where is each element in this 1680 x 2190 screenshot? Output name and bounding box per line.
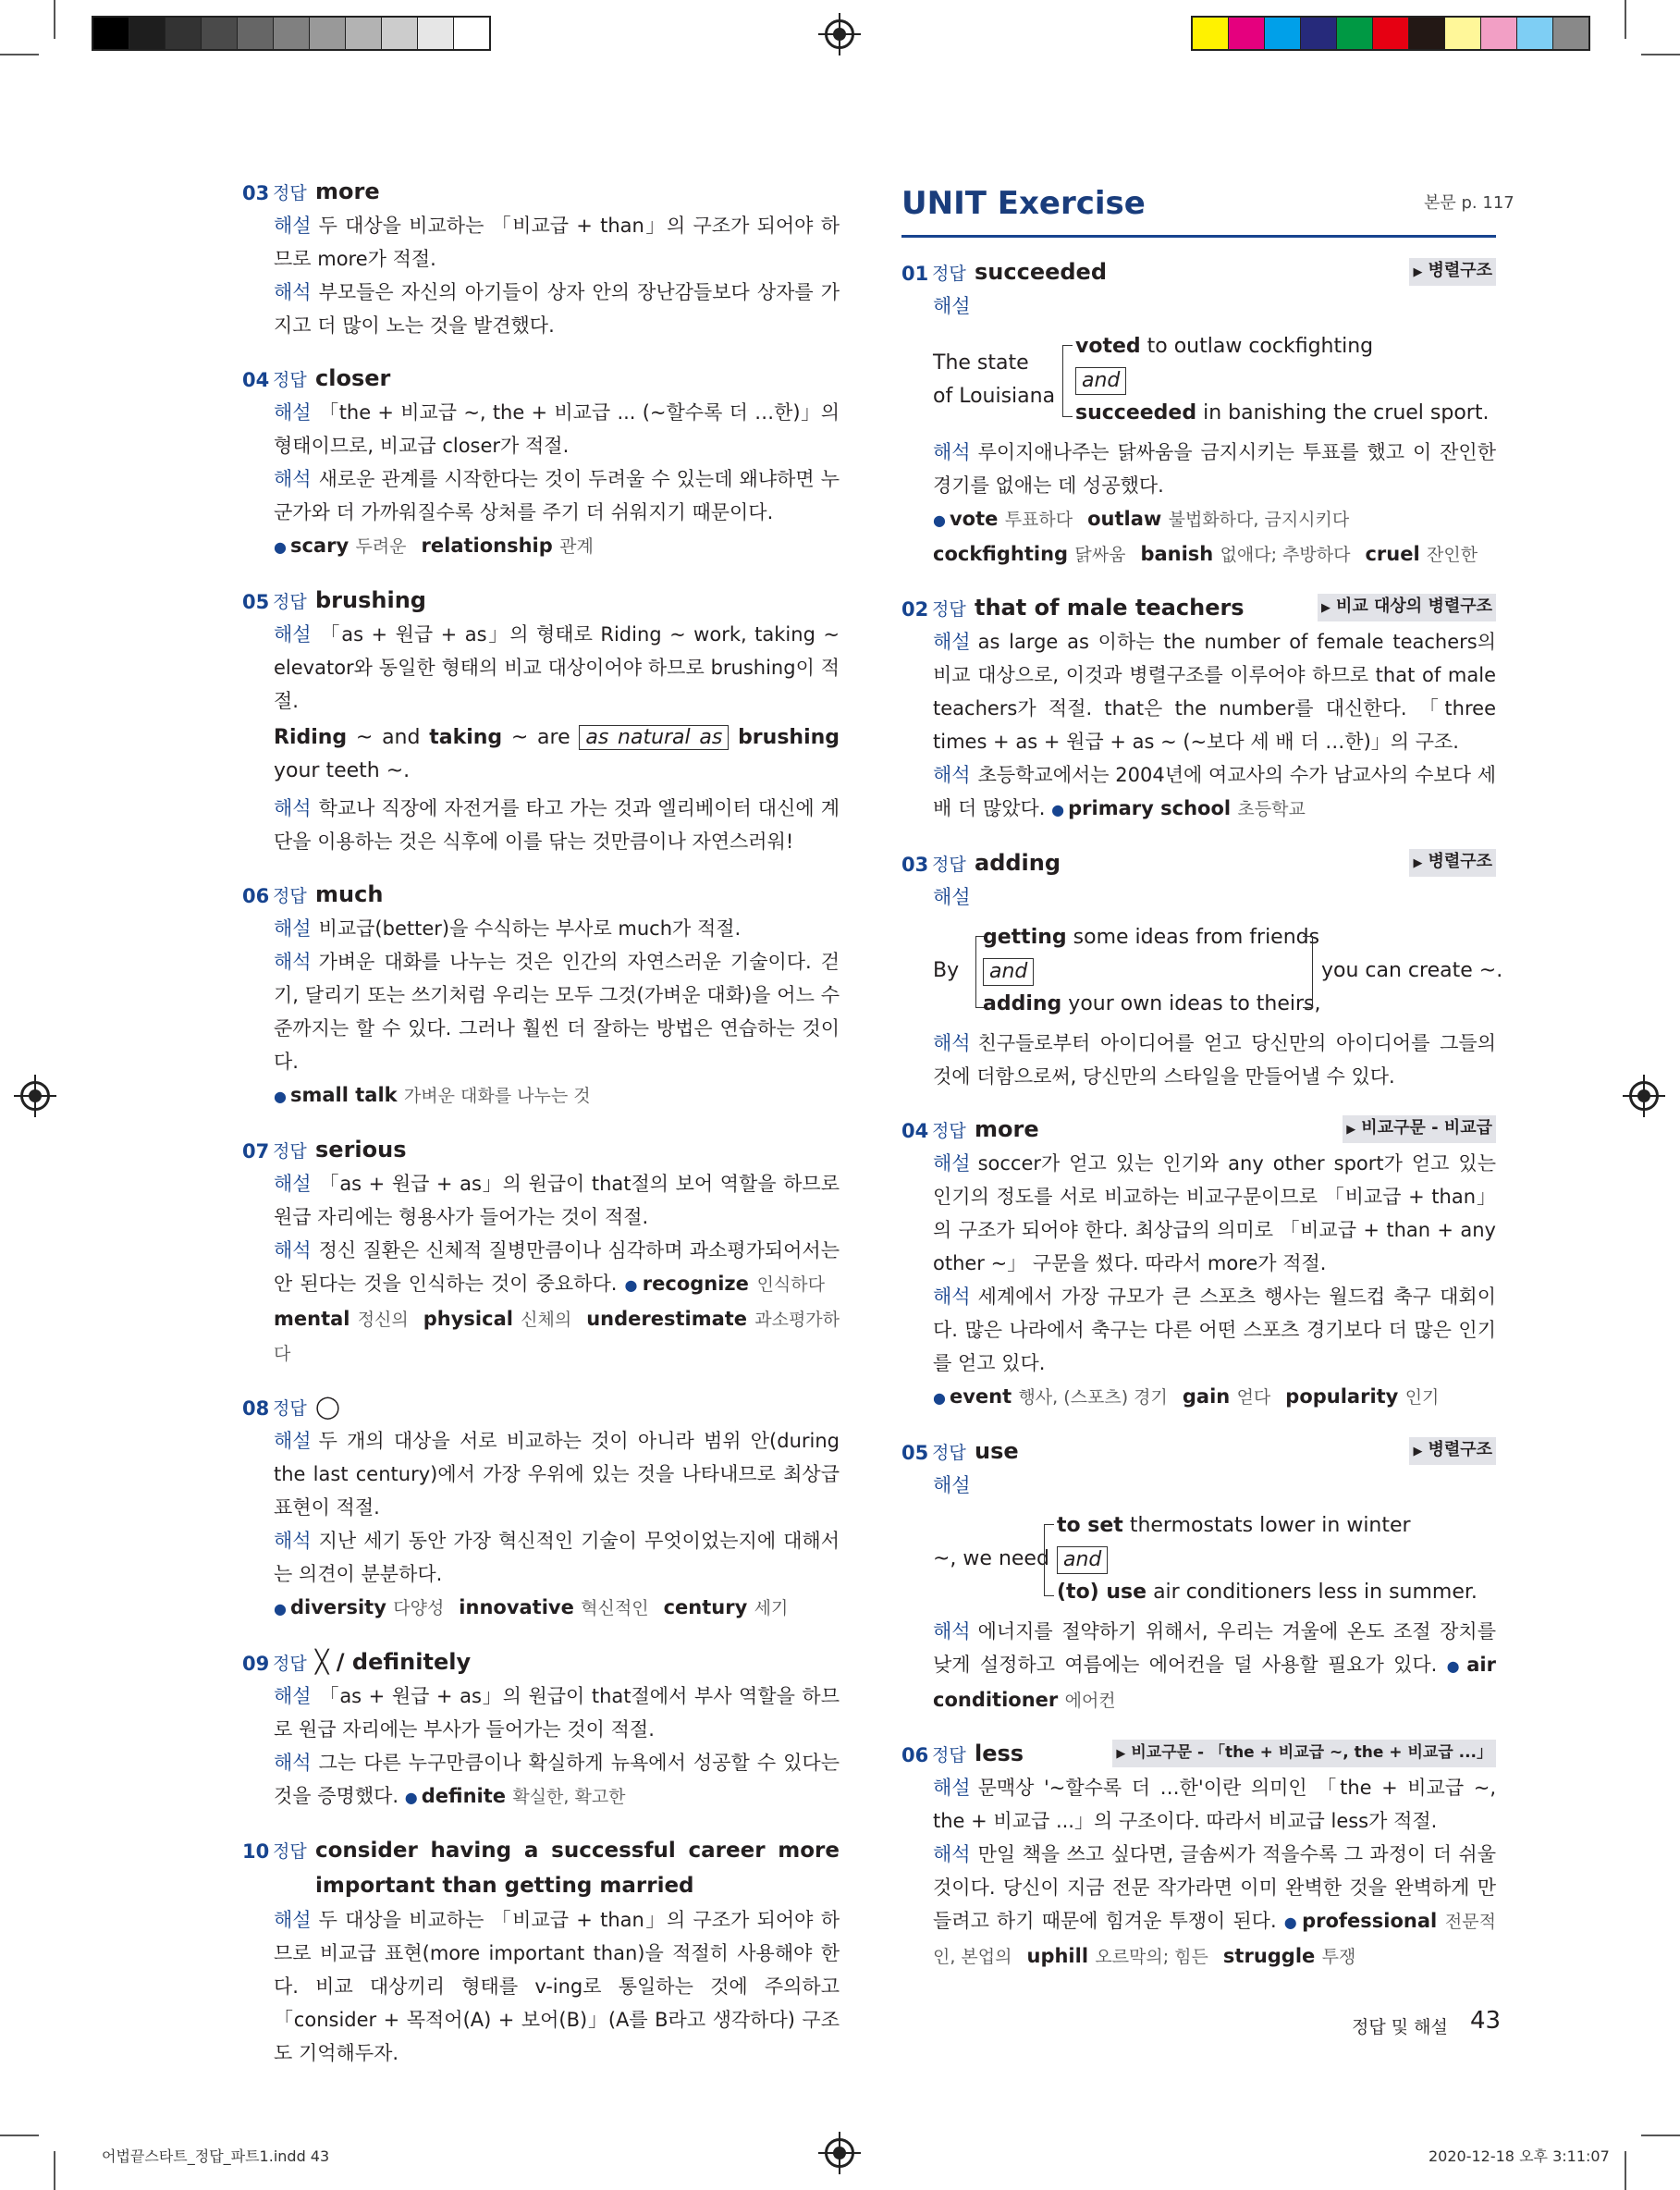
date-slug: 2020-12-18 오후 3:11:07 [1429, 2147, 1610, 2165]
color-swatch [1373, 18, 1409, 49]
vocab-meaning: 없애다; 추방하다 [1220, 545, 1351, 565]
vocab-word: uphill [1026, 1945, 1096, 1967]
vocab-meaning: 세기 [754, 1598, 789, 1618]
vocab-word: cockfighting [933, 543, 1075, 565]
item-number: 06 [901, 1744, 929, 1766]
vocab-meaning: 신체의 [521, 1310, 572, 1330]
vocab-word: diversity [289, 1596, 394, 1618]
translation: 해석 루이지애나주는 닭싸움을 금지시키는 투표를 했고 이 잔인한 경기를 없애는 데 성공했다. [933, 441, 1496, 497]
vocab-meaning: 투표하다 [1004, 510, 1073, 530]
answer-item-10 [242, 1833, 840, 2070]
item-header [901, 590, 1496, 625]
color-swatch [1265, 18, 1301, 49]
vocab-meaning: 닭싸움 [1074, 545, 1126, 565]
vocab-word: primary school [1068, 797, 1238, 819]
bullet-icon: ● [274, 538, 287, 556]
vocab-word: relationship [421, 535, 560, 557]
parallel-structure-diagram: ~, we need to set thermostats lower in winter and (to) use air conditioners less in summer. [933, 1514, 1478, 1604]
answer-text: closer [315, 365, 391, 391]
registration-mark-icon [825, 2138, 854, 2168]
crop-mark [1641, 2135, 1680, 2136]
explanation: 해설 비교급(better)을 수식하는 부사로 much가 적절. [274, 917, 742, 940]
bullet-icon: ● [933, 511, 946, 529]
vocab-meaning: 다양성 [393, 1598, 445, 1618]
item-number: 05 [242, 591, 270, 613]
vocab-word: definite [421, 1785, 513, 1807]
parallel-structure-diagram: The state of Louisiana voted to outlaw cockfighting and succeeded in banishing the cruel sport. [933, 335, 1490, 424]
bullet-icon: ● [1283, 1913, 1299, 1931]
vocab-word: recognize [642, 1273, 757, 1295]
vocab-meaning: 행사, (스포츠) 경기 [1018, 1387, 1168, 1408]
color-swatch [93, 18, 129, 49]
translation: 해석 지난 세기 동안 가장 혁신적인 기술이 무엇이었는지에 대해서는 의견이 분분하다. [274, 1530, 840, 1585]
structure-badge: ▶ 비교 대상의 병렬구조 [1318, 594, 1496, 621]
crop-mark [1641, 54, 1680, 55]
bullet-icon: ● [1446, 1657, 1464, 1675]
color-swatch [129, 18, 166, 49]
answer-tag: 정답 [273, 1398, 307, 1419]
process-color-bar [1191, 16, 1590, 51]
item-number: 03 [242, 182, 270, 204]
answer-tag: 정답 [273, 886, 307, 906]
item-header [901, 254, 1496, 289]
item-header [242, 1389, 840, 1424]
vocab-list [274, 529, 840, 564]
vocab-word: cruel [1365, 543, 1427, 565]
answer-tag: 정답 [273, 1141, 307, 1162]
vocab-meaning: 혁신적인 [581, 1598, 649, 1618]
exercise-item-05: 05 정답 use ▶ 병렬구조 해설 ~, we need to set thermostats lower in winter and (to) use air conditioners less in summer. 해석 에너지를 절약하기 위해서, 우리는 겨울에 온도 조절 장치를 낮게 설정하고 여름에는 에어컨을 덜 사용할 필요가 있다. ● air conditioner 에어컨 [901, 1433, 1496, 1717]
vocab-meaning: 불법화하다, 금지시키다 [1168, 510, 1350, 530]
color-swatch [166, 18, 202, 49]
item-number: 03 [901, 854, 929, 876]
crop-mark [1625, 2151, 1626, 2190]
color-swatch [418, 18, 454, 49]
answer-text: succeeded [975, 259, 1108, 285]
vocab-word: vote [949, 508, 1005, 530]
structure-badge: ▶ 병렬구조 [1409, 258, 1496, 286]
item-number: 04 [242, 369, 270, 391]
translation: 해석 에너지를 절약하기 위해서, 우리는 겨울에 온도 조절 장치를 낮게 설정하고 여름에는 에어컨을 덜 사용할 필요가 있다. ● air conditioner 에어컨 [933, 1620, 1496, 1711]
color-swatch [310, 18, 346, 49]
crop-mark [1625, 0, 1626, 39]
vocab-word: air conditioner [933, 1654, 1496, 1711]
answer-tag: 정답 [932, 599, 966, 620]
color-swatch [1229, 18, 1265, 49]
gray-color-bar [92, 16, 491, 51]
crop-mark [0, 54, 39, 55]
answer-item-06 [242, 877, 840, 1113]
page-number: 43 [1470, 2007, 1502, 2035]
translation: 해석 그는 다른 누구만큼이나 확실하게 뉴욕에서 성공할 수 있다는 것을 증명했다. ● definite 확실한, 확고한 [274, 1752, 840, 1807]
explanation: 해설 「as + 원급 + as」의 원급이 that절에서 부사 역할을 하므로 원급 자리에는 부사가 들어가는 것이 적절. [274, 1685, 840, 1741]
answer-item-04 [242, 361, 840, 564]
footer-label: 정답 및 해설 [1352, 2017, 1448, 2037]
bullet-icon: ● [933, 1389, 946, 1407]
color-swatch [1337, 18, 1373, 49]
exercise-item-01: 01 정답 succeeded ▶ 병렬구조 해설 The state of Louisiana voted to outlaw cockfighting and succeeded in banishing the cruel sport. 해석 루이지애나주는 닭싸움을 금지시키는 투표를 했고 이 잔인한 경기를 없애는 데 성공했다. ● vote 투표하다 outlaw 불법화하다, 금지시키다cockfighting 닭싸움 banish 없애다; 추방하다 cruel 잔인한 [901, 254, 1496, 572]
structure-badge: ▶ 병렬구조 [1409, 1437, 1496, 1465]
item-number: 08 [242, 1397, 270, 1420]
registration-mark-icon [20, 1081, 50, 1111]
exercise-item-06 [901, 1736, 1496, 1974]
color-swatch [1517, 18, 1553, 49]
crop-mark [0, 2135, 39, 2136]
answer-tag: 정답 [273, 370, 307, 390]
translation: 해석 초등학교에서는 2004년에 여교사의 수가 남교사의 수보다 세 배 더 많았다. ● primary school 초등학교 [933, 764, 1496, 819]
vocab-word: underestimate [586, 1308, 755, 1330]
vocab-list [274, 1591, 840, 1626]
vocab-meaning: 인기 [1404, 1387, 1440, 1408]
crop-mark [54, 0, 55, 39]
vocab-word: struggle [1222, 1945, 1322, 1967]
vocab-meaning: 전문적인, 본업의 [933, 1912, 1496, 1967]
answer-item-03 [242, 174, 840, 342]
color-swatch [1481, 18, 1517, 49]
vocab-meaning: 에어컨 [1064, 1691, 1116, 1711]
answer-item-08 [242, 1389, 840, 1626]
color-swatch [382, 18, 418, 49]
answer-text: ◯ [315, 1394, 340, 1420]
item-number: 05 [901, 1442, 929, 1464]
vocab-word: physical [423, 1308, 521, 1330]
item-number: 02 [901, 598, 929, 621]
answer-text: use [975, 1438, 1019, 1464]
answer-text: less [975, 1741, 1024, 1766]
color-swatch [454, 18, 489, 49]
vocab-word: professional [1302, 1910, 1445, 1932]
item-number: 06 [242, 885, 270, 907]
exercise-item-03: 03 정답 adding ▶ 병렬구조 해설 By getting some ideas from friends and adding your own ideas to theirs, you can create ~. 해석 친구들로부터 아이디어를 얻고 당신만의 아이디어를 그들의 것에 더함으로써, 당신만의 스타일을 만들어낼 수 있다. [901, 845, 1496, 1093]
answer-text: that of male teachers [975, 595, 1245, 621]
color-swatch [1445, 18, 1481, 49]
explanation: 해설 soccer가 얻고 있는 인기와 any other sport가 얻고 있는 인기의 정도를 서로 비교하는 비교구문이므로 「비교급 + than」의 구조가 되어야 한다. 최상급의 의미로 「비교급 + than + any other ~」 구문을 썼다. 따라서 more가 적절. [933, 1152, 1496, 1274]
color-swatch [1301, 18, 1337, 49]
translation: 해석 학교나 직장에 자전거를 타고 가는 것과 엘리베이터 대신에 계단을 이용하는 것은 식후에 이를 닦는 것만큼이나 자연스러워! [274, 797, 840, 853]
item-number: 10 [242, 1840, 270, 1863]
vocab-meaning: 오르막의; 힘든 [1095, 1947, 1208, 1967]
vocab-word: mental [274, 1308, 358, 1330]
boxed-phrase: as natural as [579, 725, 729, 750]
vocab-word: popularity [1285, 1385, 1405, 1408]
translation: 해석 세계에서 가장 규모가 큰 스포츠 행사는 월드컵 축구 대회이다. 많은 나라에서 축구는 다른 어떤 스포츠 경기보다 더 많은 인기를 얻고 있다. [933, 1286, 1496, 1374]
answer-text: more [975, 1116, 1039, 1142]
bullet-icon: ● [1051, 801, 1065, 818]
crop-mark [54, 2151, 55, 2190]
vocab-meaning: 가벼운 대화를 나누는 것 [403, 1086, 591, 1106]
color-swatch [274, 18, 310, 49]
vocab-meaning: 확실한, 확고한 [512, 1787, 626, 1807]
translation: 해석 새로운 관계를 시작한다는 것이 두려울 수 있는데 왜냐하면 누군가와 더 가까워질수록 상처를 주기 더 쉬워지기 때문이다. [274, 468, 840, 523]
bullet-icon: ● [624, 1276, 639, 1294]
vocab-meaning: 과소평가하다 [274, 1310, 840, 1364]
answer-text: consider having a successful career more important than getting married [315, 1839, 840, 1898]
answer-tag: 정답 [273, 183, 307, 203]
answer-tag: 정답 [932, 264, 966, 284]
item-number: 04 [901, 1120, 929, 1142]
answer-tag: 정답 [932, 1443, 966, 1463]
bullet-icon: ● [404, 1789, 418, 1806]
vocab-list [274, 1078, 840, 1113]
color-swatch [1409, 18, 1445, 49]
answer-tag: 정답 [932, 1121, 966, 1141]
registration-mark-icon [825, 19, 854, 49]
color-swatch [346, 18, 382, 49]
answer-item-09 [242, 1644, 840, 1815]
answer-text: much [315, 881, 384, 907]
item-number: 07 [242, 1140, 270, 1163]
unit-divider [901, 235, 1496, 238]
translation: 해석 가벼운 대화를 나누는 것은 인간의 자연스러운 기술이다. 걷기, 달리기 또는 쓰기처럼 우리는 모두 그것(가벼운 대화)을 어느 수준까지는 할 수 있다. 그러나 훨씬 더 잘하는 방법은 연습하는 것이다. [274, 951, 840, 1073]
left-column [242, 174, 840, 2088]
right-column [901, 254, 1503, 1992]
page-reference: 본문 p. 117 [1424, 193, 1514, 213]
answer-text: adding [975, 850, 1061, 876]
vocab-list [405, 1785, 641, 1807]
explanation: 해설 문맥상 '~할수록 더 …한'이란 의미인 「the + 비교급 ~, the + 비교급 ...」의 구조이다. 따라서 비교급 less가 적절. [933, 1777, 1496, 1832]
vocab-word: outlaw [1087, 508, 1169, 530]
item-header [242, 583, 840, 618]
structure-badge: ▶ 비교구문 - 「the + 비교급 ~, the + 비교급 ...」 [1112, 1740, 1496, 1767]
bullet-icon: ● [274, 1088, 287, 1105]
vocab-word: event [949, 1385, 1019, 1408]
item-header [901, 1112, 1496, 1147]
item-header [242, 877, 840, 912]
answer-tag: 정답 [932, 1745, 966, 1766]
vocab-meaning: 초등학교 [1237, 799, 1306, 819]
answer-tag: 정답 [273, 1654, 307, 1674]
vocab-word: banish [1140, 543, 1220, 565]
explanation: 해설 두 개의 대상을 서로 비교하는 것이 아니라 범위 안(during the last century)에서 가장 우위에 있는 것을 나타내므로 최상급 표현이 적절. [274, 1430, 840, 1519]
vocab-list [933, 502, 1496, 572]
item-header [242, 174, 840, 209]
explanation: 해설 「as + 원급 + as」의 원급이 that절의 보어 역할을 하므로 원급 자리에는 형용사가 들어가는 것이 적절. [274, 1173, 840, 1228]
exercise-item-02 [901, 590, 1496, 827]
item-header [901, 1736, 1496, 1771]
vocab-meaning: 투쟁 [1321, 1947, 1356, 1967]
vocab-word: scary [289, 535, 356, 557]
vocab-word: gain [1182, 1385, 1237, 1408]
vocab-word: century [663, 1596, 754, 1618]
item-number: 01 [901, 263, 929, 285]
answer-text: more [315, 178, 380, 204]
vocab-meaning: 얻다 [1236, 1387, 1271, 1408]
explanation: 해설 「as + 원급 + as」의 형태로 Riding ~ work, taking ~ elevator와 동일한 형태의 비교 대상이어야 하므로 brushing이 적절. [274, 623, 840, 712]
color-swatch [202, 18, 238, 49]
answer-item-07 [242, 1132, 840, 1371]
example-sentence: Riding ~ and taking ~ are as natural as brushing your teeth ~. [274, 726, 840, 782]
color-swatch [1553, 18, 1588, 49]
vocab-list [933, 1380, 1496, 1415]
vocab-meaning: 잔인한 [1427, 545, 1478, 565]
answer-text: serious [315, 1137, 407, 1163]
unit-title: UNIT Exercise [901, 185, 1146, 222]
translation: 해석 만일 책을 쓰고 싶다면, 글솜씨가 적을수록 그 과정이 더 쉬울 것이다. 당신이 지금 전문 작가라면 이미 완벽한 것을 완벽하게 만들려고 하기 때문에 힘겨운 투쟁이 된다. ● professional 전문적인, 본업의 uphill 오르막의; 힘든 struggle 투쟁 [933, 1843, 1496, 1967]
translation: 해석 정신 질환은 신체적 질병만큼이나 심각하며 과소평가되어서는 안 된다는 것을 인식하는 것이 중요하다. ● recognize 인식하다mental 정신의 physical 신체의 underestimate 과소평가하다 [274, 1239, 840, 1364]
structure-badge: ▶ 비교구문 - 비교급 [1343, 1115, 1496, 1143]
item-header [901, 845, 1496, 880]
vocab-list [1051, 797, 1320, 819]
translation: 해석 친구들로부터 아이디어를 얻고 당신만의 아이디어를 그들의 것에 더함으로써, 당신만의 스타일을 만들어낼 수 있다. [933, 1032, 1496, 1088]
answer-text: brushing [315, 587, 426, 613]
registration-mark-icon [1629, 1081, 1659, 1111]
item-header [242, 1644, 840, 1679]
translation: 해석 부모들은 자신의 아기들이 상자 안의 장난감들보다 상자를 가지고 더 많이 노는 것을 발견했다. [274, 281, 840, 337]
answer-tag: 정답 [932, 855, 966, 875]
vocab-meaning: 인식하다 [756, 1274, 825, 1295]
file-slug: 어법끝스타트_정답_파트1.indd 43 [102, 2147, 330, 2165]
answer-text: ╳ / definitely [315, 1649, 472, 1675]
item-header [242, 1833, 840, 1903]
item-header [242, 1132, 840, 1167]
color-swatch [238, 18, 274, 49]
item-header [901, 1433, 1496, 1469]
answer-tag: 정답 [273, 592, 307, 612]
color-swatch [1193, 18, 1229, 49]
parallel-structure-diagram: By getting some ideas from friends and adding your own ideas to theirs, you can create ~. [933, 926, 1503, 1015]
vocab-word: innovative [459, 1596, 582, 1618]
vocab-meaning: 정신의 [357, 1310, 409, 1330]
explanation: 해설 두 대상을 비교하는 「비교급 + than」의 구조가 되어야 하므로 more가 적절. [274, 215, 840, 270]
vocab-meaning: 관계 [559, 536, 594, 557]
explanation: 해설 as large as 이하는 the number of female teachers의 비교 대상으로, 이것과 병렬구조를 이루어야 하므로 that of male teachers가 적절. that은 the number를 대신한다. 「three times + as + 원급 + as ~ (~보다 세 배 더 …한)」의 구조. [933, 631, 1496, 753]
explanation: 해설 두 대상을 비교하는 「비교급 + than」의 구조가 되어야 하므로 비교급 표현(more important than)을 적절히 사용해야 한다. 비교 대상끼리 형태를 v-ing로 통일하는 것에 주의하고 「consider + 목적어(A) + 보어(B)」(A를 B라고 생각하다) 구조도 기억해두자. [274, 1909, 840, 2064]
vocab-word: small talk [289, 1084, 404, 1106]
answer-tag: 정답 [273, 1841, 307, 1862]
answer-item-05 [242, 583, 840, 858]
item-number: 09 [242, 1653, 270, 1675]
bullet-icon: ● [274, 1600, 287, 1618]
vocab-meaning: 두려운 [355, 536, 407, 557]
explanation: 해설 「the + 비교급 ~, the + 비교급 ... (~할수록 더 …한)」의 형태이므로, 비교급 closer가 적절. [274, 401, 840, 457]
structure-badge: ▶ 병렬구조 [1409, 849, 1496, 877]
item-header [242, 361, 840, 396]
exercise-item-04 [901, 1112, 1496, 1415]
